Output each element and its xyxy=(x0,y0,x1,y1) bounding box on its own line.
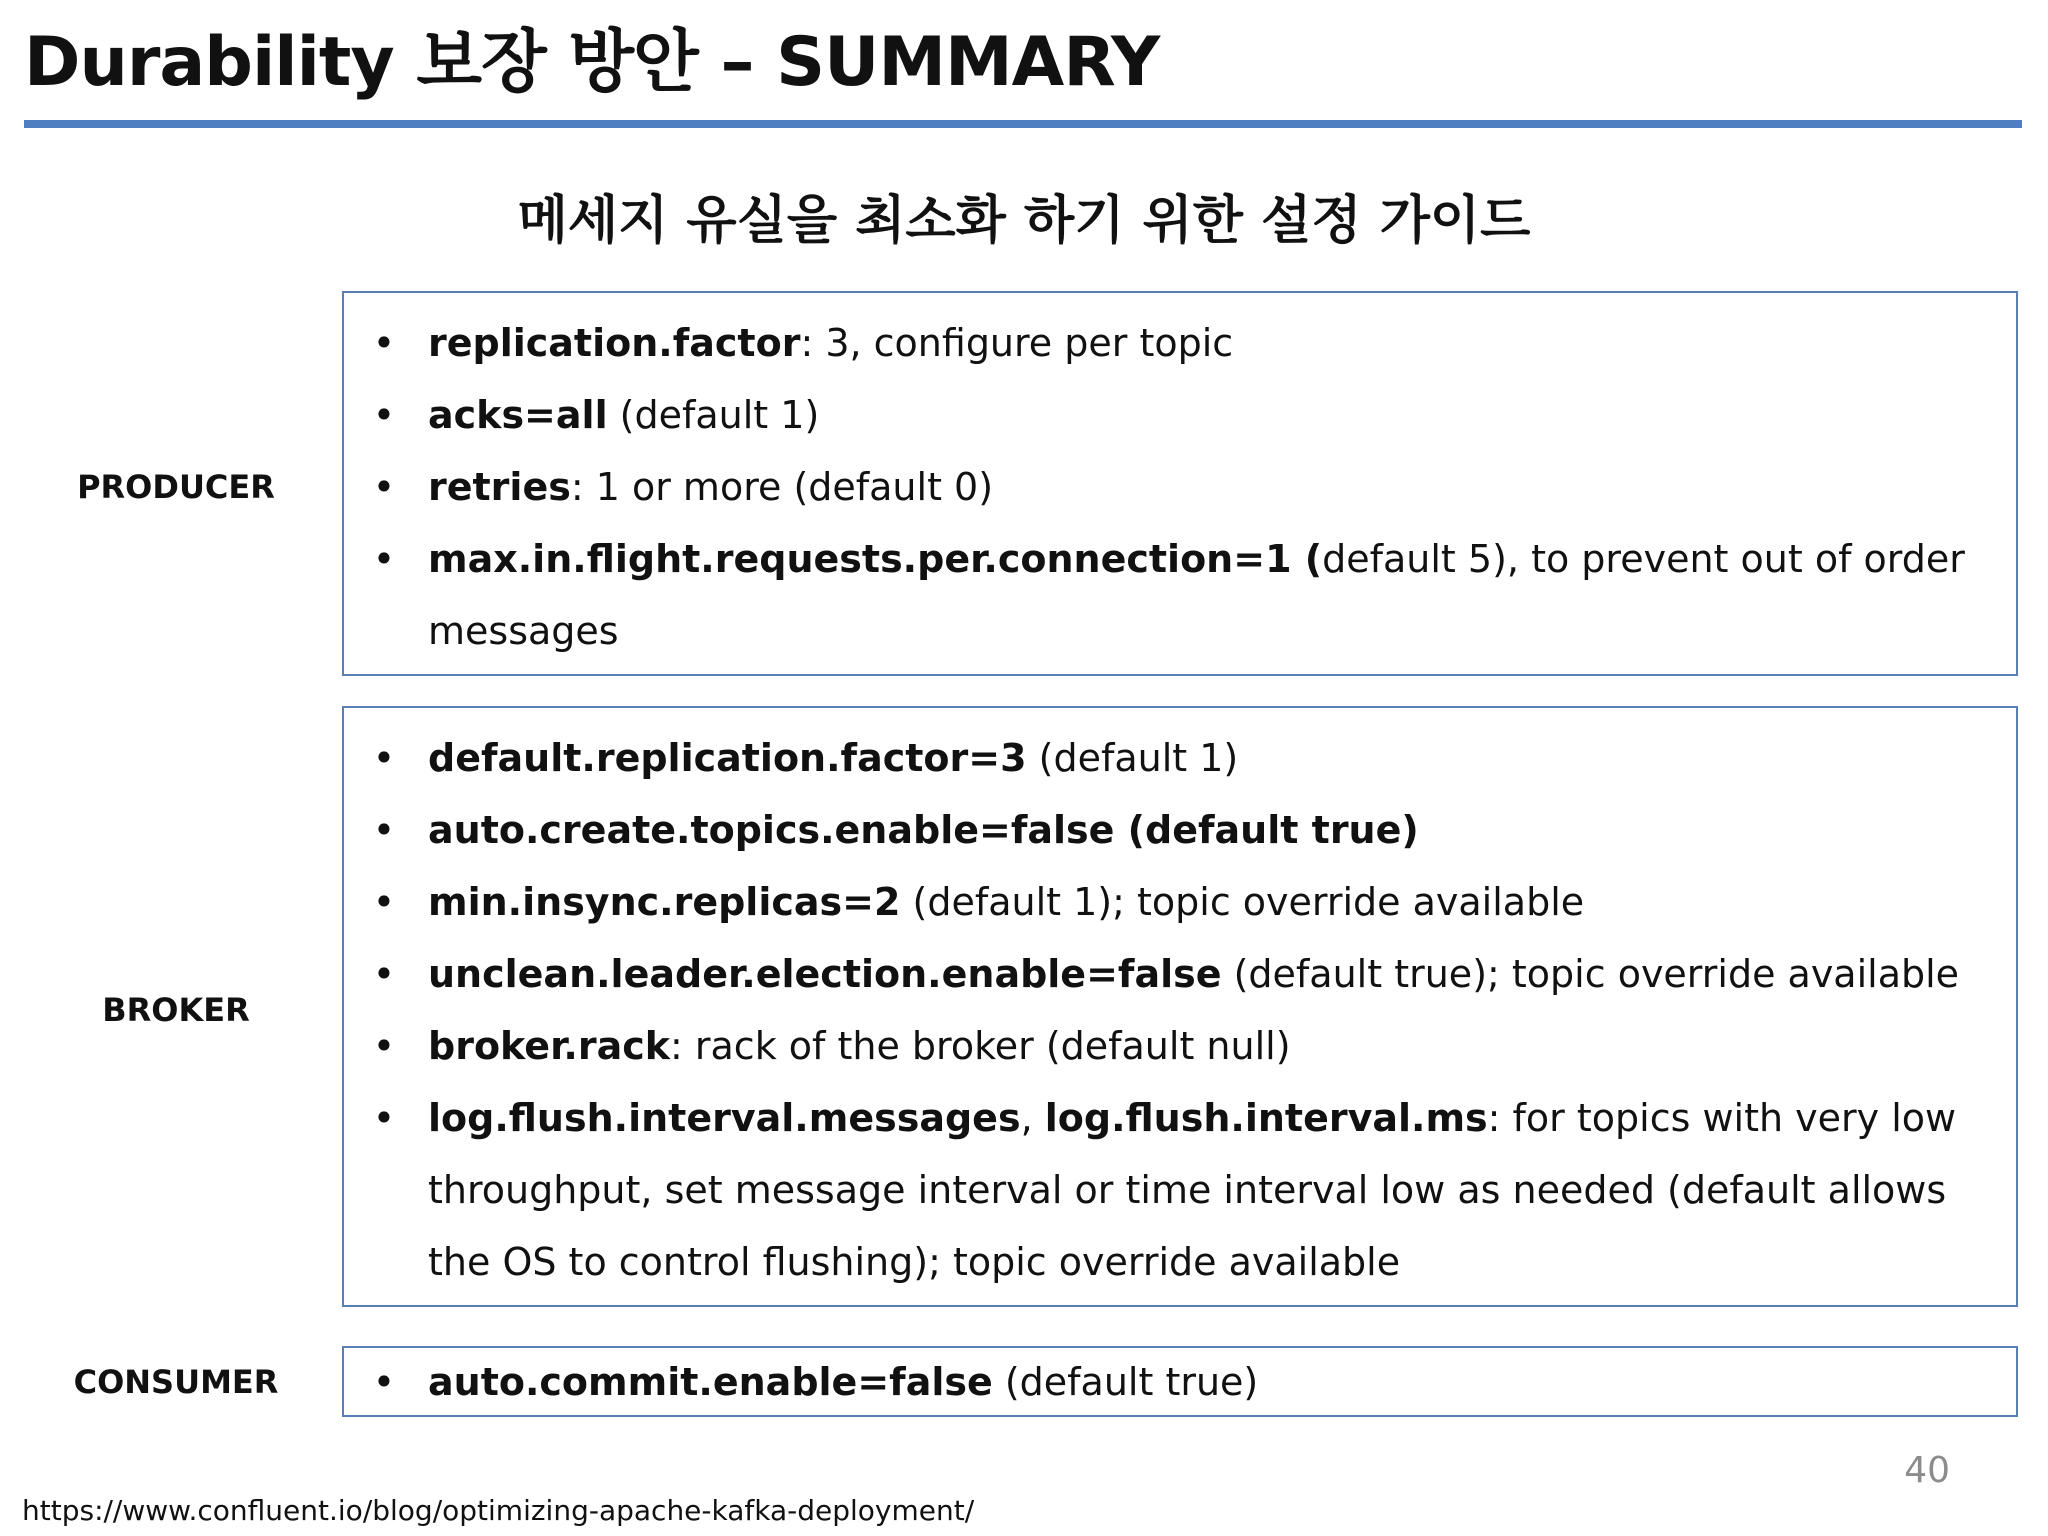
bullet-icon: • xyxy=(372,393,396,437)
source-url[interactable]: https://www.confluent.io/blog/optimizing-apache-kafka-deployment/ xyxy=(22,1494,975,1527)
broker-item-auto-create-topics xyxy=(344,794,2016,866)
consumer-label: CONSUMER xyxy=(73,1363,279,1401)
setting-key: log.flush.interval.messages xyxy=(428,1096,1021,1140)
setting-key: auto.create.topics.enable=false (default true) xyxy=(428,808,1419,852)
broker-box xyxy=(342,706,2018,1307)
bullet-icon: • xyxy=(372,321,396,365)
broker-item-default-replication-factor xyxy=(344,722,2016,794)
setting-key: replication.factor xyxy=(428,321,801,365)
setting-key: acks=all xyxy=(428,393,608,437)
setting-description: : rack of the broker (default null) xyxy=(670,1024,1291,1068)
broker-list xyxy=(344,722,2016,1298)
setting-description: (default 1) xyxy=(1026,736,1239,780)
page-number: 40 xyxy=(1904,1450,1950,1491)
setting-description: : 3, configure per topic xyxy=(800,321,1234,365)
setting-description: (default 1) xyxy=(607,393,820,437)
setting-description: (default 1); topic override available xyxy=(900,880,1585,924)
bullet-icon: • xyxy=(372,880,396,924)
setting-key: unclean.leader.election.enable=false xyxy=(428,952,1222,996)
producer-item-replication-factor xyxy=(344,307,2016,379)
setting-description: : for topics with very low throughput, set message interval or time interval low as needed (default allows the OS to control flushing); topic override available xyxy=(428,1096,1957,1284)
broker-item-min-insync-replicas xyxy=(344,866,2016,938)
producer-item-acks xyxy=(344,379,2016,451)
bullet-icon: • xyxy=(372,1360,396,1404)
consumer-item-auto-commit xyxy=(344,1348,2016,1416)
bullet-icon: • xyxy=(372,537,396,581)
consumer-box xyxy=(342,1346,2018,1417)
broker-item-broker-rack xyxy=(344,1010,2016,1082)
bullet-icon: • xyxy=(372,736,396,780)
broker-label: BROKER xyxy=(102,991,250,1029)
broker-item-unclean-leader-election xyxy=(344,938,2016,1010)
setting-description: (default true); topic override available xyxy=(1221,952,1960,996)
producer-label: PRODUCER xyxy=(77,468,275,506)
setting-key: retries xyxy=(428,465,571,509)
bullet-icon: • xyxy=(372,465,396,509)
setting-key: min.insync.replicas=2 xyxy=(428,880,901,924)
producer-item-max-in-flight xyxy=(344,523,2016,667)
setting-description: default 5), to prevent out of order messages xyxy=(428,537,1965,653)
setting-description: (default true) xyxy=(992,1360,1259,1404)
bullet-icon: • xyxy=(372,1096,396,1140)
setting-key: broker.rack xyxy=(428,1024,671,1068)
bullet-icon: • xyxy=(372,808,396,852)
slide-subtitle: 메세지 유실을 최소화 하기 위한 설정 가이드 xyxy=(517,191,1531,251)
producer-list xyxy=(344,307,2016,667)
bullet-icon: • xyxy=(372,952,396,996)
producer-item-retries xyxy=(344,451,2016,523)
setting-key: auto.commit.enable=false xyxy=(428,1360,993,1404)
setting-separator: , xyxy=(1020,1096,1045,1140)
title-underline xyxy=(24,120,2022,128)
consumer-list xyxy=(344,1348,2016,1416)
producer-box xyxy=(342,291,2018,676)
setting-key: default.replication.factor=3 xyxy=(428,736,1027,780)
setting-key: max.in.flight.requests.per.connection=1 ( xyxy=(428,537,1323,581)
setting-key-secondary: log.flush.interval.ms xyxy=(1044,1096,1488,1140)
setting-description: : 1 or more (default 0) xyxy=(570,465,994,509)
bullet-icon: • xyxy=(372,1024,396,1068)
broker-item-log-flush xyxy=(344,1082,2016,1298)
slide-title: Durability 보장 방안 – SUMMARY xyxy=(24,23,1160,102)
